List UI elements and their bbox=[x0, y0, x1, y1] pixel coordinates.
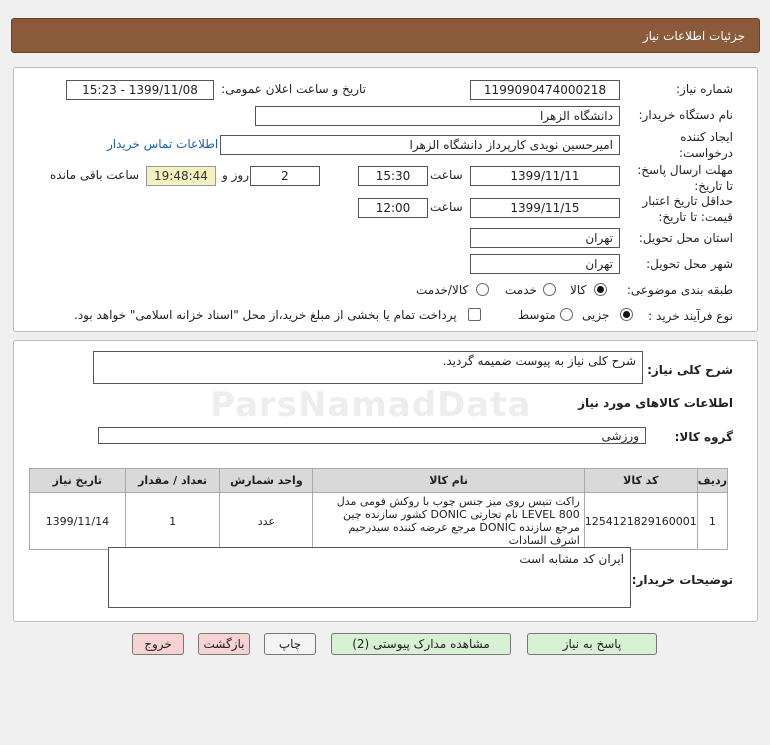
cell-qty: 1 bbox=[125, 493, 220, 550]
need-number-label: شماره نیاز: bbox=[676, 82, 733, 96]
process-label: نوع فرآیند خرید : bbox=[648, 309, 733, 323]
days-label: روز و bbox=[222, 168, 249, 182]
process-minor-label: جزیی bbox=[582, 308, 610, 322]
announce-label: تاریخ و ساعت اعلان عمومی: bbox=[221, 82, 366, 96]
col-qty: تعداد / مقدار bbox=[125, 469, 220, 493]
category-goods-radio[interactable] bbox=[594, 283, 607, 296]
col-date: تاریخ نیاز bbox=[30, 469, 126, 493]
exit-button[interactable]: خروج bbox=[132, 633, 184, 655]
announce-datetime-field: 1399/11/08 - 15:23 bbox=[66, 80, 214, 100]
days-remaining-field: 2 bbox=[250, 166, 320, 186]
cell-code: 1254121829160001 bbox=[584, 493, 697, 550]
time-remaining-field: 19:48:44 bbox=[146, 166, 216, 186]
province-label: استان محل تحویل: bbox=[638, 231, 733, 245]
treasury-payment-checkbox[interactable] bbox=[468, 308, 481, 321]
table-row bbox=[30, 493, 728, 550]
deadline-time-label: ساعت bbox=[430, 168, 463, 182]
goods-group-field: ورزشی bbox=[98, 427, 646, 444]
back-button[interactable]: بازگشت bbox=[198, 633, 250, 655]
print-button[interactable]: چاپ bbox=[264, 633, 316, 655]
province-field: تهران bbox=[470, 228, 620, 248]
goods-table bbox=[29, 468, 728, 550]
col-row: ردیف bbox=[697, 469, 727, 493]
cell-date: 1399/11/14 bbox=[30, 493, 126, 550]
city-field: تهران bbox=[470, 254, 620, 274]
buyer-notes-field: ایران کد مشابه است bbox=[108, 547, 631, 608]
city-label: شهر محل تحویل: bbox=[646, 257, 733, 271]
reply-button[interactable]: پاسخ به نیاز bbox=[527, 633, 657, 655]
buyer-org-label: نام دستگاه خریدار: bbox=[638, 108, 733, 122]
category-label: طبقه بندی موضوعی: bbox=[626, 283, 733, 297]
time-remaining-label: ساعت باقی مانده bbox=[50, 168, 140, 182]
page-title: جزئیات اطلاعات نیاز bbox=[642, 29, 745, 43]
goods-table-header bbox=[30, 469, 728, 493]
goods-group-label: گروه کالا: bbox=[674, 430, 733, 444]
summary-field: شرح کلی نیاز به پیوست ضمیمه گردید. bbox=[93, 351, 643, 384]
validity-label: حداقل تاریخ اعتبار قیمت: تا تاریخ: bbox=[642, 194, 733, 224]
validity-date-field: 1399/11/15 bbox=[470, 198, 620, 218]
cell-name: راکت تنیس روی میز جنس چوب با روکش فومی مدل LEVEL 800 نام تجارتی DONIC کشور سازنده چین مرجع سازنده DONIC مرجع عرضه کننده سیدرحیم اشرف السادات bbox=[313, 493, 584, 550]
summary-label: شرح کلی نیاز: bbox=[647, 363, 733, 377]
treasury-payment-note: پرداخت تمام یا بخشی از مبلغ خرید،از محل "اسناد خزانه اسلامی" خواهد بود. bbox=[74, 308, 457, 322]
validity-time-field: 12:00 bbox=[358, 198, 428, 218]
deadline-label: مهلت ارسال پاسخ: تا تاریخ: bbox=[637, 163, 733, 193]
validity-time-label: ساعت bbox=[430, 200, 463, 214]
buyer-notes-label: توضیحات خریدار: bbox=[631, 573, 733, 587]
process-medium-radio[interactable] bbox=[560, 308, 573, 321]
col-name: نام کالا bbox=[313, 469, 584, 493]
process-medium-label: متوسط bbox=[518, 308, 556, 322]
buyer-contact-link[interactable]: اطلاعات تماس خریدار bbox=[107, 137, 219, 151]
col-unit: واحد شمارش bbox=[220, 469, 313, 493]
creator-label: ایجاد کننده درخواست: bbox=[679, 130, 733, 160]
goods-section-title: اطلاعات کالاهای مورد نیاز bbox=[578, 396, 733, 410]
category-service-label: خدمت bbox=[505, 283, 537, 297]
page-title-bar bbox=[11, 18, 760, 53]
watermark-text: ParsNamadData bbox=[210, 385, 532, 425]
category-service-radio[interactable] bbox=[543, 283, 556, 296]
category-both-radio[interactable] bbox=[476, 283, 489, 296]
need-number-field: 1199090474000218 bbox=[470, 80, 620, 100]
category-goods-label: کالا bbox=[570, 283, 587, 297]
category-both-label: کالا/خدمت bbox=[416, 283, 469, 297]
process-minor-radio[interactable] bbox=[620, 308, 633, 321]
creator-field: امیرحسین نویدی کارپرداز دانشگاه الزهرا bbox=[220, 135, 620, 155]
cell-row: 1 bbox=[697, 493, 727, 550]
cell-unit: عدد bbox=[220, 493, 313, 550]
view-attachments-button[interactable]: مشاهده مدارک پیوستی (2) bbox=[331, 633, 511, 655]
deadline-time-field: 15:30 bbox=[358, 166, 428, 186]
deadline-date-field: 1399/11/11 bbox=[470, 166, 620, 186]
col-code: کد کالا bbox=[584, 469, 697, 493]
buyer-org-field: دانشگاه الزهرا bbox=[255, 106, 620, 126]
